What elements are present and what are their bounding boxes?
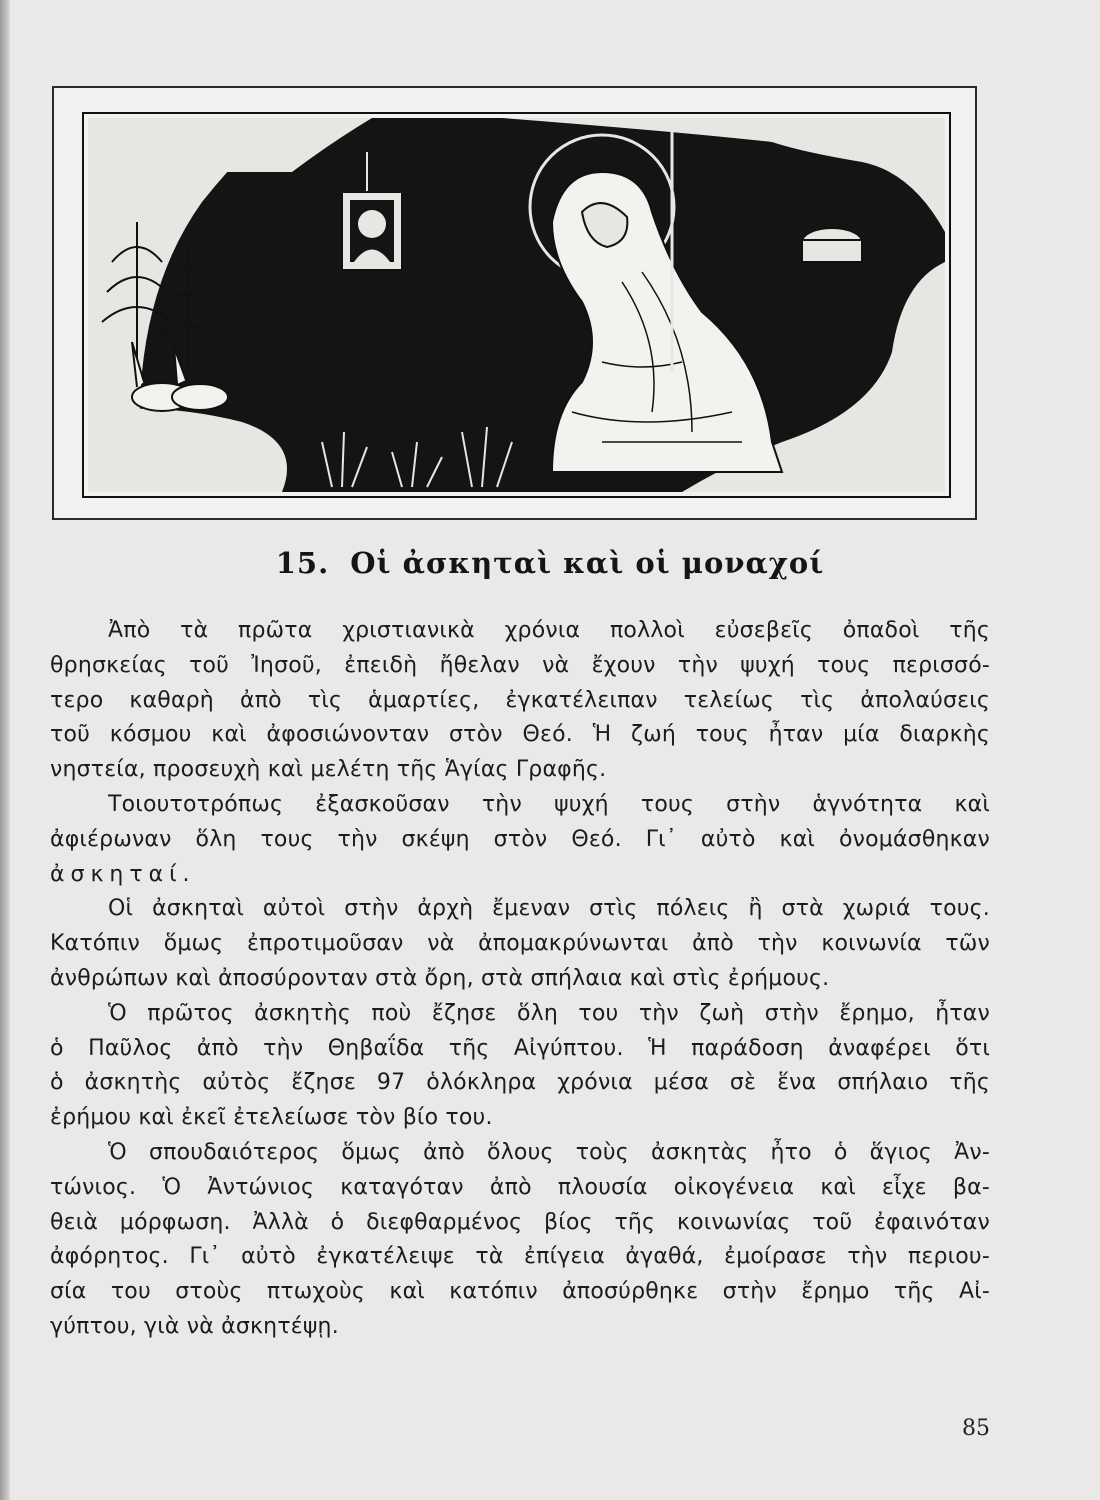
chapter-heading (0, 546, 1100, 580)
text-line: τοῦ κόσμου καὶ ἀφοσιώνονταν στὸν Θεό. Ἡ ζωή τους ἦταν μία διαρκὴς (50, 722, 990, 748)
text-line: Ὁ πρῶτος ἀσκητὴς ποὺ ἔζησε ὅλη του τὴν ζωὴ στὴν ἔρημο, ἦταν (108, 1000, 990, 1026)
text-line: ἐρήμου καὶ ἐκεῖ ἐτελείωσε τὸν βίο του. (50, 1105, 493, 1131)
text-line: ἀνθρώπων καὶ ἀποσύρονταν στὰ ὄρη, στὰ σπήλαια καὶ στὶς ἐρήμους. (50, 965, 830, 991)
text-line: Ἀπὸ τὰ πρῶτα χριστιανικὰ χρόνια πολλοὶ εὐσεβεῖς ὀπαδοὶ τῆς (108, 618, 990, 643)
text-line: ὁ ἀσκητὴς αὐτὸς ἔζησε 97 ὁλόκληρα χρόνια μέσα σὲ ἕνα σπήλαιο τῆς (50, 1070, 990, 1096)
hermit-in-cave-woodcut (82, 112, 951, 498)
text-line: θειὰ μόρφωση. Ἀλλὰ ὁ διεφθαρμένος βίος τῆς κοινωνίας τοῦ ἐφαινόταν (50, 1209, 990, 1235)
woodcut-illustration (52, 86, 977, 520)
chapter-number: 15. (275, 546, 330, 580)
text-line: Τοιουτοτρόπως ἐξασκοῦσαν τὴν ψυχή τους στὴν ἁγνότητα καὶ (108, 791, 990, 817)
chapter-title: Οἱ ἀσκηταὶ καὶ οἱ μοναχοί (350, 546, 825, 580)
text-line: ἀφόρητος. Γι᾿ αὐτὸ ἐγκατέλειψε τὰ ἐπίγεια ἀγαθά, ἐμοίρασε τὴν περιου- (50, 1244, 990, 1270)
text-line: ἀσκηταί. (50, 861, 196, 887)
text-line: Ὁ σπουδαιότερος ὅμως ἀπὸ ὅλους τοὺς ἀσκητὰς ἦτο ὁ ἅγιος Ἀν- (108, 1139, 990, 1165)
text-line: Οἱ ἀσκηταὶ αὐτοὶ στὴν ἀρχὴ ἔμεναν στὶς πόλεις ἢ στὰ χωριά τους. (108, 896, 990, 922)
book-spine-shadow (0, 0, 10, 1500)
text-line: τώνιος. Ὁ Ἀντώνιος καταγόταν ἀπὸ πλουσία οἰκογένεια καὶ εἶχε βα- (50, 1174, 990, 1200)
text-line: σία του στοὺς πτωχοὺς καὶ κατόπιν ἀποσύρθηκε στὴν ἔρημο τῆς Αἰ- (50, 1279, 990, 1305)
text-line: τερο καθαρὴ ἀπὸ τὶς ἁμαρτίες, ἐγκατέλειπαν τελείως τὶς ἀπολαύσεις (50, 687, 990, 713)
text-line: ὁ Παῦλος ἀπὸ τὴν Θηβαΐδα τῆς Αἰγύπτου. Ἡ παράδοση ἀναφέρει ὅτι (50, 1035, 990, 1061)
text-line: νηστεία, προσευχὴ καὶ μελέτη τῆς Ἁγίας Γραφῆς. (50, 757, 607, 783)
text-line: ἀφιέρωναν ὅλη τους τὴν σκέψη στὸν Θεό. Γι᾿ αὐτὸ καὶ ὀνομάσθηκαν (50, 826, 990, 852)
body-text (50, 614, 990, 1345)
text-line: γύπτου, γιὰ νὰ ἀσκητέψῃ. (50, 1313, 339, 1339)
text-line: Κατόπιν ὅμως ἐπροτιμοῦσαν νὰ ἀπομακρύνωνται ἀπὸ τὴν κοινωνία τῶν (50, 931, 990, 957)
page-number: 85 (962, 1416, 990, 1441)
text-line: θρησκείας τοῦ Ἰησοῦ, ἐπειδὴ ἤθελαν νὰ ἔχουν τὴν ψυχή τους περισσό- (50, 652, 990, 678)
